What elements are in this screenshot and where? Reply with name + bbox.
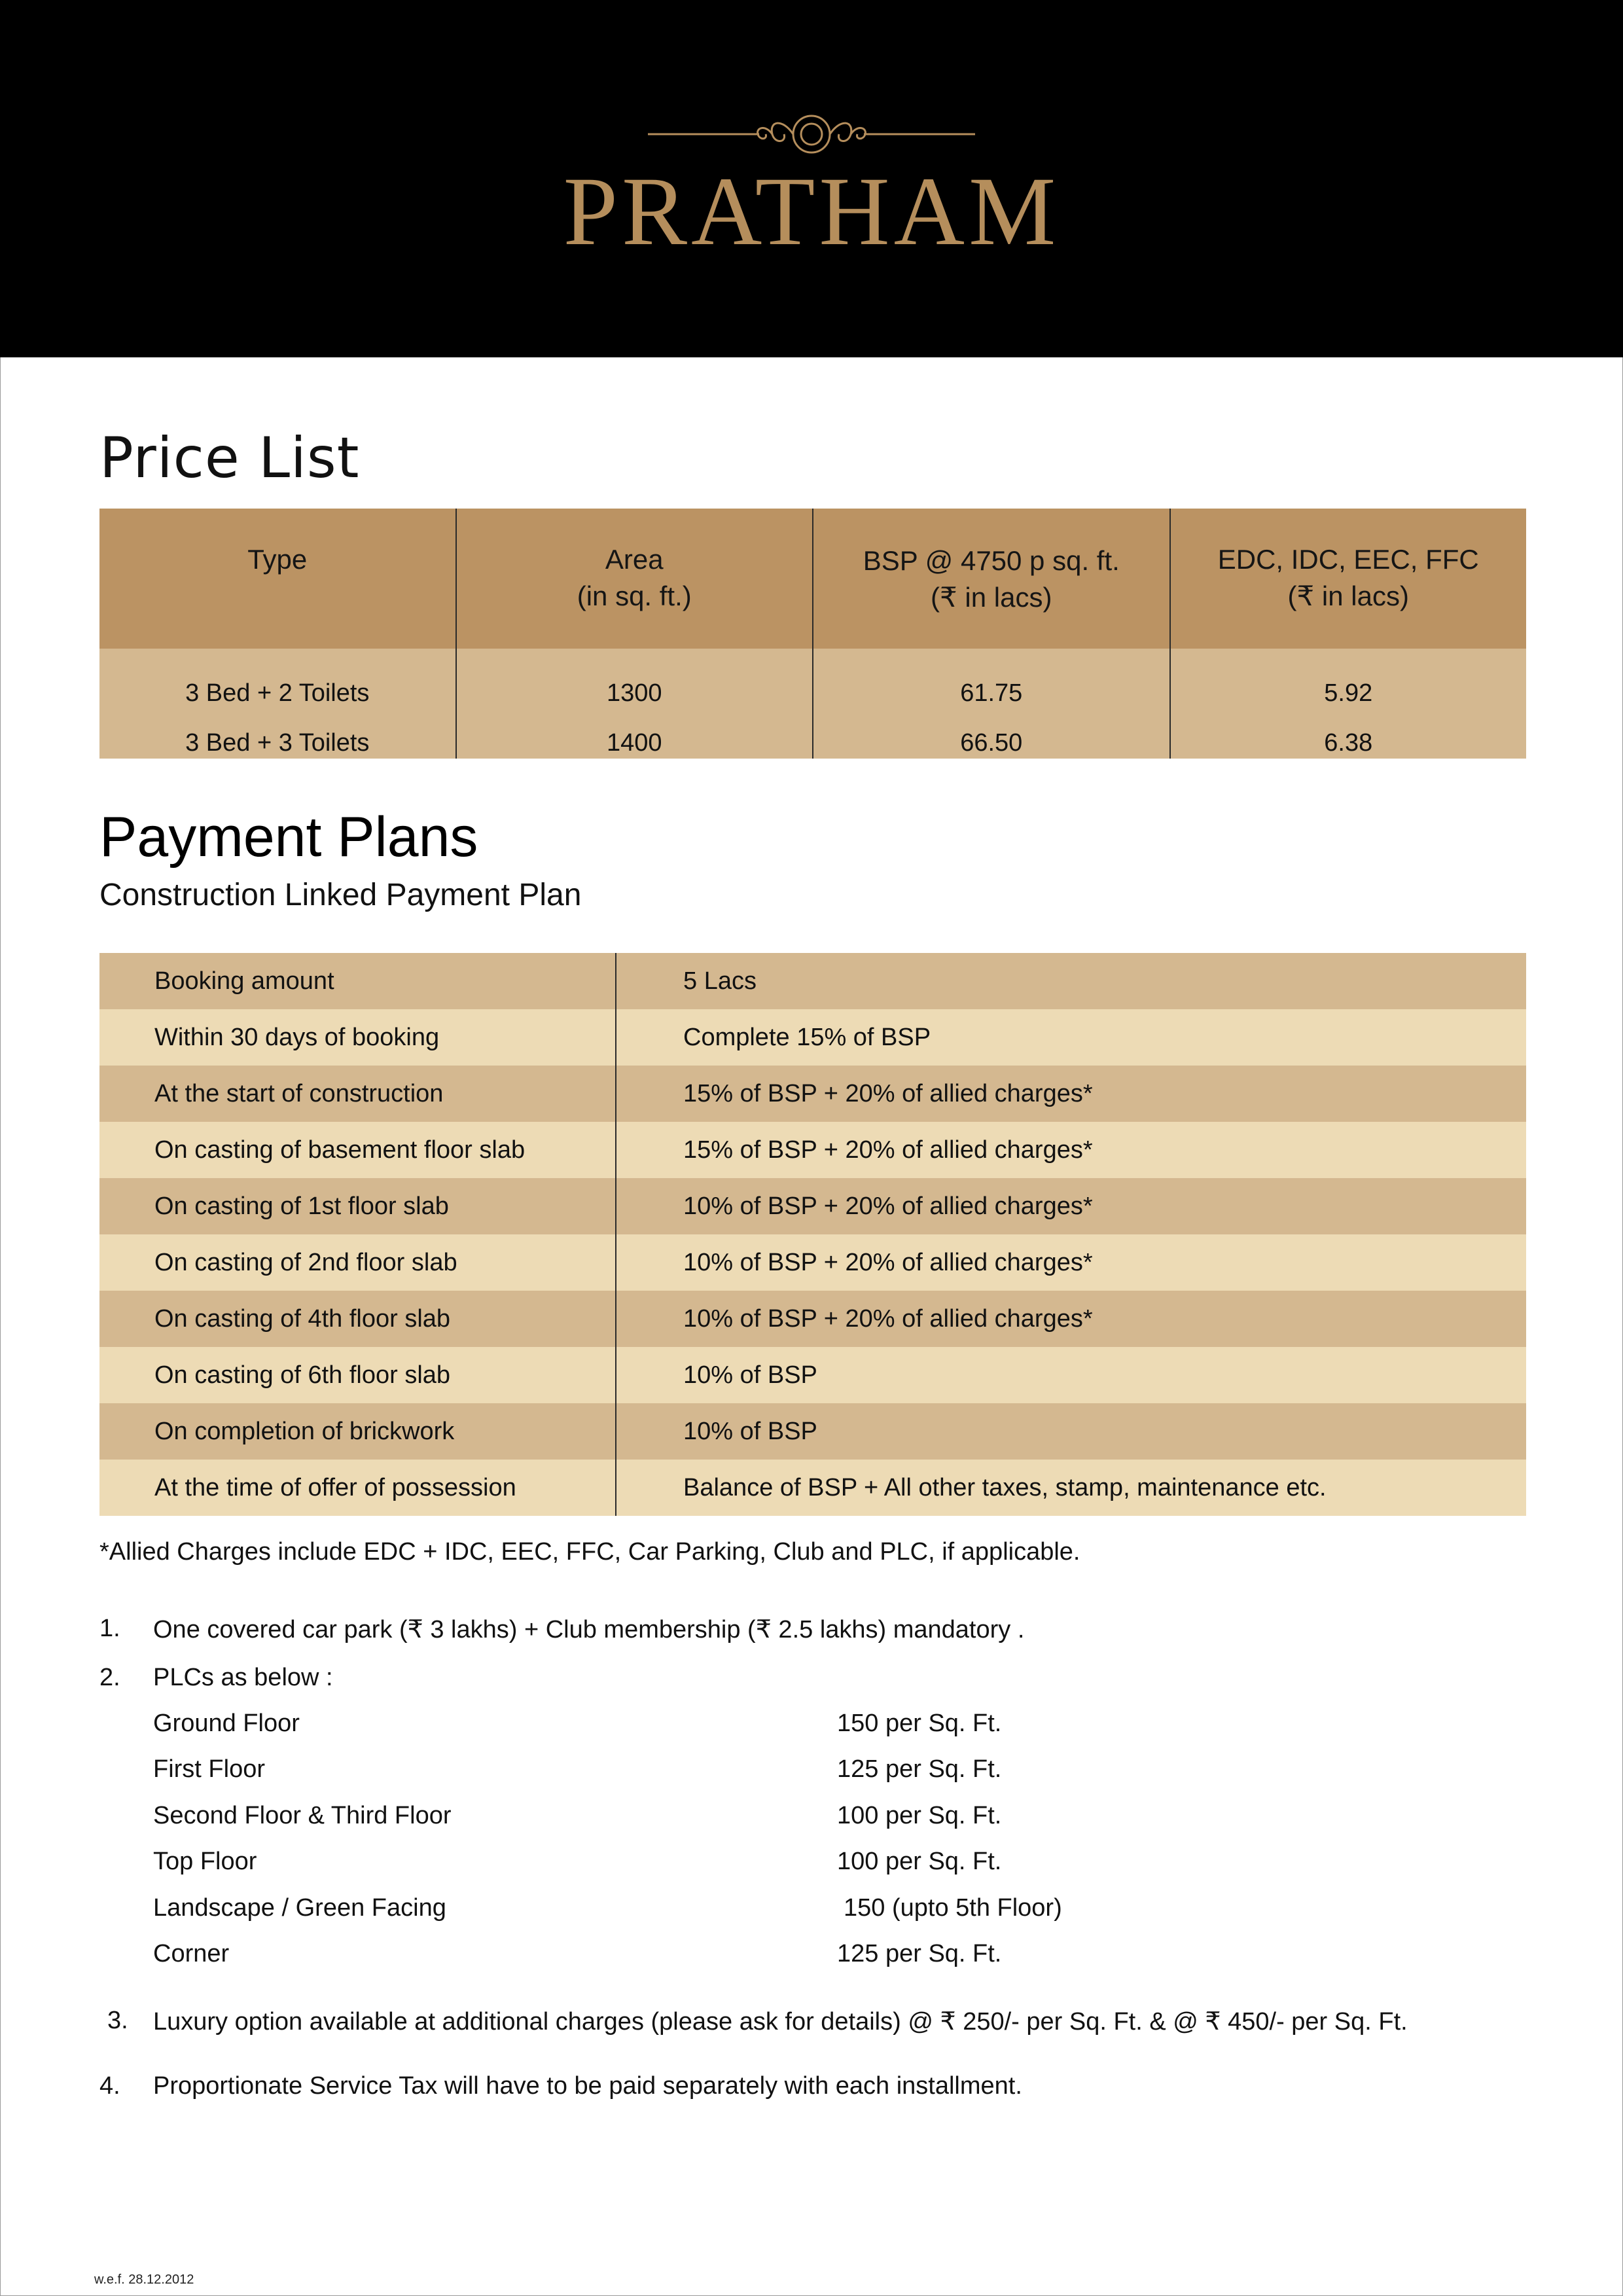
- col-header-line2: (in sq. ft.): [577, 581, 692, 611]
- price-table: [99, 509, 1526, 759]
- col-bsp: [812, 649, 1169, 759]
- col-area: [455, 649, 813, 759]
- table-cell: 6.38: [1324, 729, 1373, 757]
- payment-stage: On casting of basement floor slab: [99, 1122, 616, 1178]
- table-row: [99, 1460, 1526, 1516]
- payment-stage: At the start of construction: [99, 1066, 616, 1122]
- table-row: [99, 1347, 1526, 1403]
- table-row: [99, 1291, 1526, 1347]
- col-type-header: [99, 509, 455, 649]
- table-cell: 3 Bed + 3 Toilets: [185, 729, 370, 757]
- payment-amount: 10% of BSP + 20% of allied charges*: [683, 1249, 1093, 1276]
- col-header-line1: Type: [247, 544, 308, 575]
- payment-amount: 10% of BSP + 20% of allied charges*: [683, 1305, 1093, 1333]
- table-row: [99, 1403, 1526, 1460]
- table-cell: 1300: [606, 679, 662, 707]
- payment-amount: Complete 15% of BSP: [683, 1024, 931, 1051]
- table-row: [99, 1178, 1526, 1234]
- col-area-header: [455, 509, 813, 649]
- brand-logo-text: PRATHAM: [563, 157, 1060, 266]
- col-edc-header: [1169, 509, 1527, 649]
- payment-stage: Within 30 days of booking: [99, 1009, 616, 1066]
- col-header-line1: Area: [605, 544, 664, 575]
- table-cell: 5.92: [1324, 679, 1373, 707]
- payment-amount: Balance of BSP + All other taxes, stamp, maintenance etc.: [683, 1474, 1327, 1501]
- payment-stage: On casting of 1st floor slab: [99, 1178, 616, 1234]
- table-row: [99, 1066, 1526, 1122]
- plc-label: Second Floor & Third Floor: [153, 1802, 452, 1829]
- allied-charges-note: *Allied Charges include EDC + IDC, EEC, FFC, Car Parking, Club and PLC, if applicable.: [99, 1538, 1080, 1566]
- payment-amount: 5 Lacs: [683, 967, 757, 995]
- payment-stage: Booking amount: [99, 953, 616, 1009]
- note-number: 4.: [99, 2072, 120, 2100]
- table-row: [99, 1234, 1526, 1291]
- note-text: Proportionate Service Tax will have to be paid separately with each installment.: [153, 2072, 1022, 2100]
- payment-stage: On casting of 6th floor slab: [99, 1347, 616, 1403]
- payment-stage: On casting of 4th floor slab: [99, 1291, 616, 1347]
- note-text: PLCs as below :: [153, 1664, 333, 1691]
- plc-value: 150 per Sq. Ft.: [837, 1710, 1002, 1737]
- col-header-line2: (₹ in lacs): [931, 582, 1052, 613]
- header-banner: [0, 0, 1623, 357]
- payment-stage: On completion of brickwork: [99, 1403, 616, 1460]
- plc-label: Ground Floor: [153, 1710, 300, 1737]
- plc-label: Corner: [153, 1940, 230, 1967]
- payment-table: [99, 953, 1526, 1516]
- note-number: 1.: [99, 1615, 120, 1642]
- table-cell: 3 Bed + 2 Toilets: [185, 679, 370, 707]
- col-header-line1: BSP @ 4750 p sq. ft.: [863, 545, 1120, 576]
- note-number: 2.: [99, 1664, 120, 1691]
- effective-date: w.e.f. 28.12.2012: [94, 2272, 194, 2287]
- plc-label: First Floor: [153, 1755, 265, 1783]
- table-cell: 66.50: [960, 729, 1023, 757]
- ornament-icon: [641, 105, 982, 164]
- table-row: [99, 1122, 1526, 1178]
- table-cell: 61.75: [960, 679, 1023, 707]
- payment-amount: 15% of BSP + 20% of allied charges*: [683, 1136, 1093, 1164]
- note-text: Luxury option available at additional charges (please ask for details) @ ₹ 250/- per Sq. Ft. & @ ₹ 450/- per Sq. Ft.: [153, 2008, 1408, 2036]
- payment-stage: On casting of 2nd floor slab: [99, 1234, 616, 1291]
- col-edc: [1169, 649, 1527, 759]
- plc-label: Landscape / Green Facing: [153, 1894, 446, 1922]
- plc-value: 150 (upto 5th Floor): [844, 1894, 1062, 1922]
- plc-value: 125 per Sq. Ft.: [837, 1940, 1002, 1967]
- plc-value: 125 per Sq. Ft.: [837, 1755, 1002, 1783]
- plc-label: Top Floor: [153, 1848, 257, 1875]
- table-cell: 1400: [606, 729, 662, 757]
- note-text: One covered car park (₹ 3 lakhs) + Club membership (₹ 2.5 lakhs) mandatory .: [153, 1616, 1025, 1643]
- price-list-title: Price List: [99, 425, 360, 491]
- note-number: 3.: [107, 2007, 128, 2034]
- table-row: [99, 953, 1526, 1009]
- plc-value: 100 per Sq. Ft.: [837, 1802, 1002, 1829]
- payment-amount: 15% of BSP + 20% of allied charges*: [683, 1080, 1093, 1107]
- col-type: [99, 649, 455, 759]
- price-table-body: [99, 649, 1526, 759]
- table-row: [99, 1009, 1526, 1066]
- col-header-line2: (₹ in lacs): [1287, 581, 1409, 611]
- plc-value: 100 per Sq. Ft.: [837, 1848, 1002, 1875]
- payment-amount: 10% of BSP: [683, 1418, 817, 1445]
- col-header-line1: EDC, IDC, EEC, FFC: [1217, 544, 1479, 575]
- payment-plans-title: Payment Plans: [99, 806, 478, 869]
- payment-amount: 10% of BSP + 20% of allied charges*: [683, 1193, 1093, 1220]
- payment-stage: At the time of offer of possession: [99, 1460, 616, 1516]
- payment-amount: 10% of BSP: [683, 1361, 817, 1389]
- price-table-header: [99, 509, 1526, 649]
- col-bsp-header: [812, 509, 1169, 649]
- payment-plan-subtitle: Construction Linked Payment Plan: [99, 878, 582, 912]
